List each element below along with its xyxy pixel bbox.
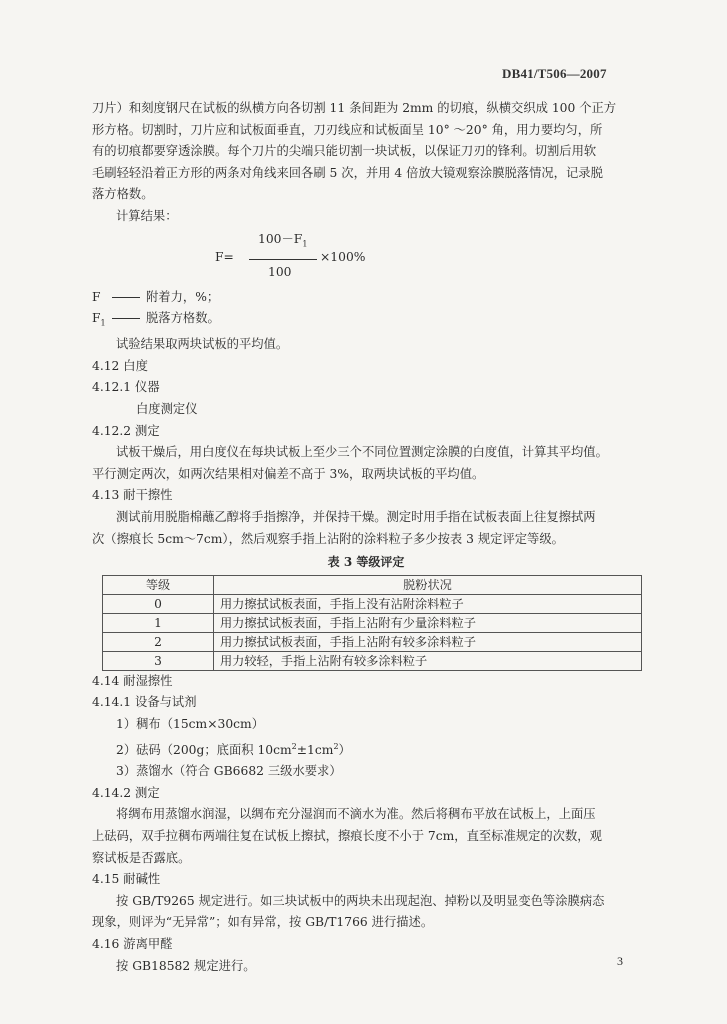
text-line: 现象，则评为“无异常”；如有异常，按 GB/T1766 进行描述。 [92, 915, 434, 930]
grade-cell: 1 [103, 613, 214, 632]
grade-table [102, 575, 642, 671]
table-title: 表 3 等级评定 [327, 555, 405, 570]
equipment-item-water: 3）蒸馏水（符合 GB6682 三级水要求） [116, 764, 342, 779]
text-line: 形方格。切割时，刀片应和试板面垂直，刀刃线应和试板面呈 10° ～20° 角，用力要均匀，所 [92, 122, 603, 137]
whiteness-paragraph [92, 442, 640, 485]
grade-cell: 2 [103, 632, 214, 651]
text-line: 将绸布用蒸馏水润湿，以绸布充分湿润而不滴水为准。然后将稠布平放在试板上，上面压 [116, 807, 596, 822]
table-header-cell: 等级 [103, 575, 214, 594]
grade-cell: 0 [103, 594, 214, 613]
section-heading-4-13: 4.13 耐干擦性 [92, 488, 173, 503]
section-heading-4-12-1: 4.12.1 仪器 [92, 380, 160, 395]
status-cell: 用力擦拭试板表面，手指上没有沾附涂料粒子 [214, 594, 642, 613]
text-line: 落方格数。 [92, 187, 154, 202]
standard-code-header: DB41/T506—2007 [502, 66, 607, 81]
table-header-cell: 脱粉状况 [214, 575, 642, 594]
text-line: 有的切痕都要穿透涂膜。每个刀片的尖端只能切割一块试板，以保证刀刃的锋利。切割后用软 [92, 144, 597, 159]
status-cell: 用力擦拭试板表面，手指上沾附有较多涂料粒子 [214, 632, 642, 651]
table-row [103, 594, 642, 613]
table-row [103, 613, 642, 632]
table-header-row [103, 575, 642, 594]
section-heading-4-14: 4.14 耐湿擦性 [92, 673, 173, 688]
section-heading-4-12: 4.12 白度 [92, 358, 148, 373]
section-heading-4-15: 4.15 耐碱性 [92, 872, 161, 887]
result-note: 试验结果取两块试板的平均值。 [116, 337, 289, 352]
alkali-paragraph [92, 891, 640, 934]
adhesion-formula [92, 229, 640, 287]
dry-rub-paragraph [92, 507, 640, 550]
formaldehyde-paragraph: 按 GB18582 规定进行。 [116, 958, 256, 973]
document-body [92, 98, 640, 977]
text-line: 察试板是否露底。 [92, 850, 191, 865]
text-line: 按 GB/T9265 规定进行。如三块试板中的两块未出现起泡、掉粉以及明显变色等涂膜病态 [116, 893, 605, 908]
grade-cell: 3 [103, 651, 214, 670]
definition-f1: $F_1$ 脱落方格数。 [92, 311, 220, 328]
text-line: 测试前用脱脂棉蘸乙醇将手指擦净，并保持干燥。测定时用手指在试板表面上往复擦拭两 [116, 509, 596, 524]
text-line: 平行测定两次，如两次结果相对偏差不高于 3%，取两块试板的平均值。 [92, 466, 485, 481]
instrument-name: 白度测定仪 [136, 401, 198, 416]
text-line: 次（擦痕长 5cm～7cm），然后观察手指上沾附的涂料粒子多少按表 3 规定评定等级。 [92, 531, 564, 546]
equipment-item-cloth: 1）稠布（15cm×30cm） [116, 716, 265, 731]
text-line: 试板干燥后，用白度仪在每块试板上至少三个不同位置测定涂膜的白度值，计算其平均值。 [116, 445, 608, 460]
text-line: 刀片）和刻度钢尺在试板的纵横方向各切割 11 条间距为 2mm 的切痕，纵横交织成 100 个正方 [92, 101, 617, 115]
section-heading-4-16: 4.16 游离甲醛 [92, 936, 173, 951]
status-cell: 用力较轻，手指上沾附有较多涂料粒子 [214, 651, 642, 670]
text-line: 毛刷轻轻沿着正方形的两条对角线来回各刷 5 次，并用 4 倍放大镜观察涂膜脱落情况，记录脱 [92, 165, 603, 180]
wet-rub-paragraph [92, 804, 640, 869]
equipment-item-weight: 2）砝码（200g；底面积 $10cm^2\pm 1cm^2$） [116, 741, 351, 757]
table-row [103, 632, 642, 651]
section-heading-4-14-2: 4.14.2 测定 [92, 785, 160, 800]
status-cell: 用力擦拭试板表面，手指上沾附有少量涂料粒子 [214, 613, 642, 632]
text-line: 上砝码，双手拉稠布两端往复在试板上擦拭，擦痕长度不小于 7cm，直至标准规定的次数，观 [92, 828, 602, 843]
section-heading-4-14-1: 4.14.1 设备与试剂 [92, 695, 197, 710]
formula-denominator: 100 [268, 264, 292, 279]
formula-rhs: ×100% [320, 249, 366, 264]
definition-f: F 附着力，%； [92, 289, 220, 304]
calc-label: 计算结果： [116, 208, 178, 223]
formula-lhs: F= [215, 249, 234, 264]
formula-numerator: $100-F_1$ [258, 231, 308, 249]
page-number: 3 [617, 954, 623, 968]
intro-paragraph [92, 98, 640, 206]
section-heading-4-12-2: 4.12.2 测定 [92, 423, 160, 438]
table-row [103, 651, 642, 670]
fraction-bar [249, 259, 317, 260]
